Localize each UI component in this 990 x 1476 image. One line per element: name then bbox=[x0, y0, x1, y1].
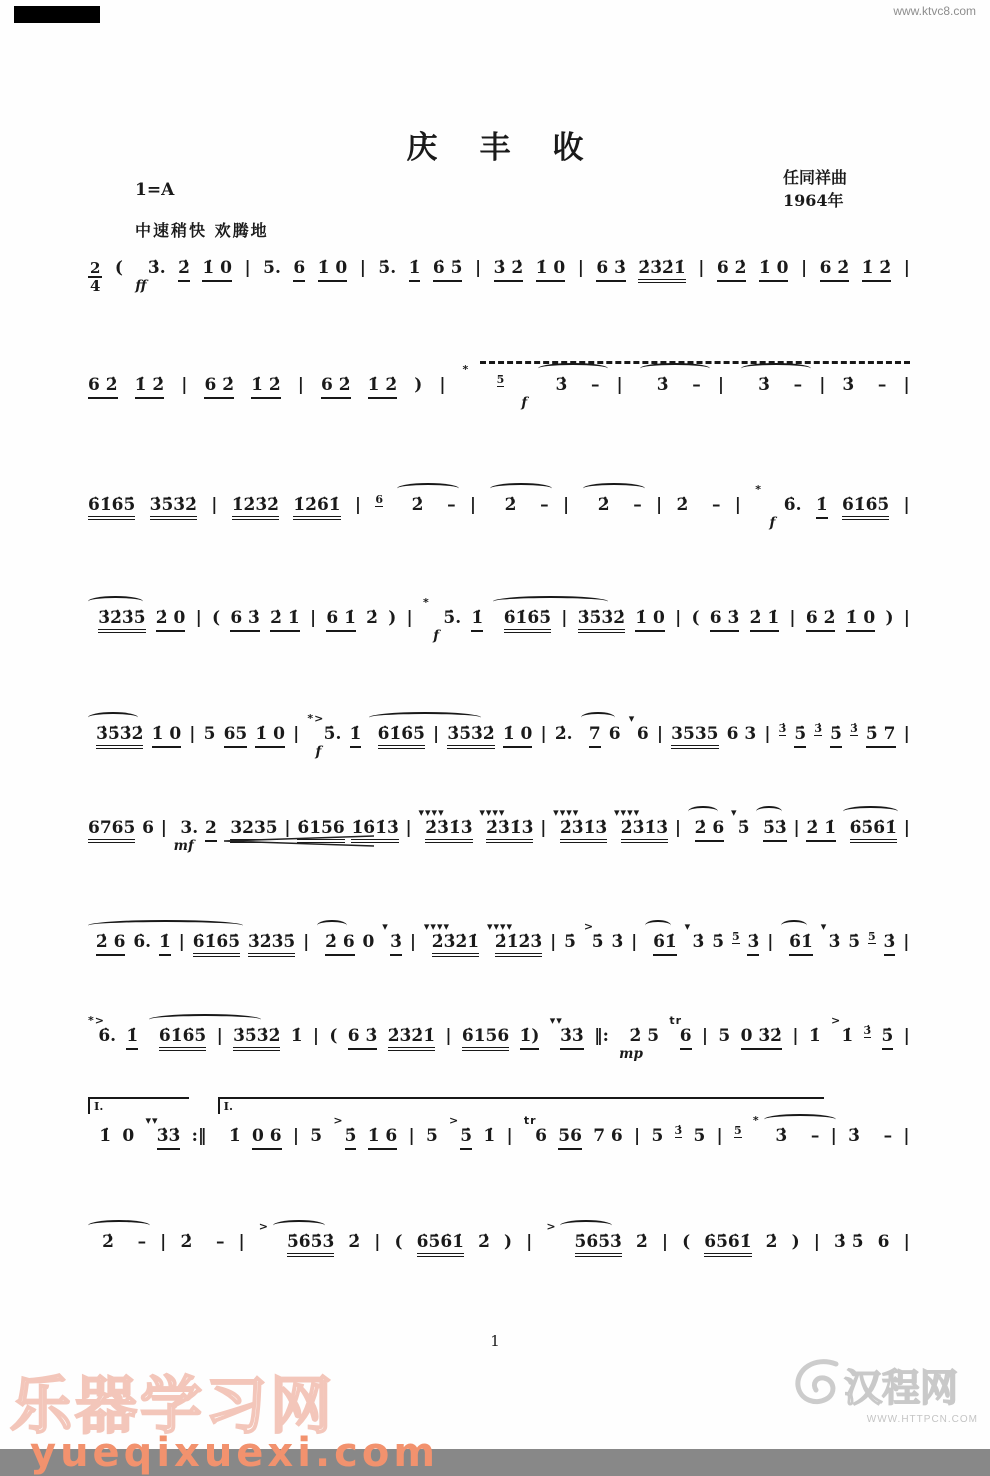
note-group: | bbox=[792, 1026, 799, 1046]
note-group: | bbox=[734, 495, 741, 515]
note-group: ( bbox=[114, 258, 123, 278]
note-group: 5̇ bbox=[848, 932, 861, 952]
note-group: 2̇ bbox=[635, 1232, 648, 1252]
note-group: ( bbox=[212, 608, 221, 628]
note-group: 2̇3̇1̇3̇ bbox=[621, 818, 668, 843]
grace-note: 5 bbox=[868, 930, 876, 943]
note-group: 1̇ bbox=[841, 1026, 854, 1046]
note-group: 6̇1̇ bbox=[653, 932, 677, 956]
note-group: 5 bbox=[425, 1126, 438, 1146]
note-group: | bbox=[160, 818, 167, 838]
note-group: 5̇ bbox=[564, 932, 576, 952]
note-group: | bbox=[195, 608, 202, 628]
watermark-bottom-left-url: yueqixuexi.com bbox=[30, 1430, 440, 1476]
grace-note: 3̇ bbox=[674, 1124, 683, 1137]
note-group: | bbox=[189, 724, 196, 744]
note-group: 6 1̇ bbox=[326, 608, 356, 632]
note-group: 3̇. bbox=[147, 258, 166, 278]
note-group: 5. bbox=[263, 258, 281, 278]
note-group: 2 bbox=[205, 818, 217, 842]
note-group: | bbox=[698, 258, 705, 278]
note-group: 6765 bbox=[88, 818, 135, 843]
note-group: 1̇ 0 bbox=[318, 258, 348, 282]
note-group: | bbox=[767, 932, 774, 952]
note-group: 2̇ – bbox=[676, 495, 721, 515]
note-group: | bbox=[297, 375, 304, 395]
music-system-6: 6765 6 | mf 3. 2 3235 | 6̇156 1̇6̇1̇3̇ | ▾▾▾▾ 2̇3̇1̇3̇ ▾▾▾▾ 2̇3̇1̇3̇ | ▾▾▾▾ 2̇3̇1̇3̇ ▾▾▾▾ 2̇3̇1̇3̇ | 2̇ 6 ▾ 5̇ 5̇3̇ | 2̇ 1̇ 6̇5̇6̇1̇ | bbox=[88, 806, 910, 854]
note-group: 1̇ bbox=[350, 724, 362, 748]
time-signature: 2 4 bbox=[90, 259, 101, 295]
note-group: 2̇ 1̇ bbox=[806, 818, 836, 842]
note-group: 3̇ bbox=[884, 932, 896, 956]
note-group: 6̇1̇ bbox=[789, 932, 813, 956]
note-group: 3. bbox=[180, 818, 199, 838]
note-group: 6 2̇ bbox=[806, 608, 836, 632]
note-group: 3̇ bbox=[611, 932, 624, 952]
note-group: 6̇. bbox=[98, 1026, 117, 1046]
hanchengwang-logo-icon bbox=[788, 1356, 844, 1412]
note-group: 2̇3̇2̇1̇ bbox=[638, 258, 685, 283]
note-group: 2̇ – bbox=[180, 1232, 225, 1252]
note-group: ) bbox=[388, 608, 397, 628]
note-group: 1̇ bbox=[483, 1126, 496, 1146]
note-group: | bbox=[903, 375, 910, 395]
music-system-8: *> 6̇. 1̇ 6̇1̇6̇5̇ | 3̇5̇3̇2̇ 1̇ | ( 6 3̇ 2̇3̇2̇1̇ | 6̇156 1̇) ▾▾ 3̇3̇ ‖: mp 2̇ 5 tr 6 | 5 0 3̇2̇ | 1̇ > 1̇ 3̇ 5̇ | bbox=[88, 1014, 910, 1062]
note-group: 6 3̇ bbox=[596, 258, 626, 282]
note-group: 2̇ 0 bbox=[156, 608, 186, 632]
note-group: ) bbox=[504, 1232, 513, 1252]
note-group: | bbox=[631, 932, 638, 952]
note-group: 5̇ bbox=[712, 932, 725, 952]
note-group: | bbox=[405, 818, 412, 838]
note-group: 0 3̇2̇ bbox=[741, 1026, 782, 1050]
note-group: 2̇3̇1̇3̇ bbox=[560, 818, 607, 843]
note-group: 3̇ bbox=[390, 932, 402, 956]
watermark-bottom-right-url: WWW.HTTPCN.COM bbox=[866, 1414, 978, 1425]
note-group: | bbox=[903, 1126, 910, 1146]
note-group: 7 6 bbox=[593, 1126, 623, 1146]
note-group: | bbox=[178, 932, 185, 952]
note-group: 1̇ bbox=[808, 1026, 821, 1046]
note-group: | bbox=[701, 1026, 709, 1046]
note-group: 3̇3̇ bbox=[560, 1026, 584, 1050]
note-group: | bbox=[903, 258, 910, 278]
note-group: 0 bbox=[362, 932, 375, 952]
grace-note: 5 bbox=[496, 373, 505, 386]
note-group: 5̇. bbox=[378, 258, 397, 278]
note-group: 3̇ 2̇ bbox=[494, 258, 524, 282]
note-group: | bbox=[830, 1126, 837, 1146]
note-group: 3̇ – bbox=[555, 375, 600, 395]
note-group: | bbox=[506, 1126, 513, 1146]
grace-note: 3̇ bbox=[850, 722, 858, 735]
note-group: 3̇5̇3̇2̇ bbox=[233, 1026, 280, 1051]
note-group: | bbox=[409, 932, 417, 952]
note-group: ) bbox=[414, 375, 423, 395]
grace-note: 3̇ bbox=[778, 722, 787, 735]
note-group: 1̇ bbox=[409, 258, 421, 282]
note-group: 3̇ – bbox=[775, 1126, 820, 1146]
note-group: 6 3 bbox=[726, 724, 757, 744]
note-group: 6 2̇ bbox=[820, 258, 850, 282]
note-group: 1̇ 0 bbox=[536, 258, 566, 282]
grace-note: 3̇ bbox=[863, 1024, 872, 1037]
note-group: | bbox=[284, 818, 291, 838]
note-group: | bbox=[800, 258, 808, 278]
note-group: | bbox=[717, 375, 725, 395]
music-system-2: 6 2̇ 1̇ 2̇ | 6 2̇ 1̇ 2̇ | 6 2̇ 1̇ 2̇ ) | * 5 f 3̇ – | 3̇ – | 3̇ – | 3̇ – | bbox=[88, 363, 910, 411]
note-group: ( bbox=[682, 1232, 691, 1252]
note-group: 65 bbox=[224, 724, 248, 748]
note-group: | bbox=[656, 724, 664, 744]
note-group: 6̇1̇6̇5̇ bbox=[842, 495, 889, 520]
note-group: 3̇ – bbox=[656, 375, 701, 395]
note-group: 2̇3̇2̇1̇ bbox=[388, 1026, 435, 1051]
note-group: 5̇ bbox=[830, 724, 842, 748]
key-signature: 1=A bbox=[135, 180, 175, 200]
note-group: | bbox=[540, 818, 547, 838]
note-group: 1̇ 2̇ bbox=[251, 375, 281, 399]
note-group: 1̇ 0 bbox=[202, 258, 232, 282]
note-group: 2̇ 6 bbox=[325, 932, 355, 956]
note-group: 5 bbox=[203, 724, 216, 744]
note-group: 6 bbox=[680, 1026, 692, 1050]
note-group: | bbox=[216, 1026, 223, 1046]
note-group: 5̇ bbox=[591, 932, 604, 952]
watermark-bottom-left-site: 乐器学习网 bbox=[10, 1369, 336, 1442]
music-system-7: 2̇ 6 6̇. 1̇ | 6̇1̇6̇5̇ 3̇2̇3̇5̇ | 2̇ 6 0 ▾ 3̇ | ▾▾▾▾ 2̇3̇2̇1̇ ▾▾▾▾ 2̇1̇2̇3̇ | 5̇ > 5̇ 3̇ | 6̇1̇ ▾ 3̇ 5̇ 5 3̇ | 6̇1̇ ▾ 3̇ 5̇ 5 3̇ | bbox=[88, 932, 910, 957]
note-group: 1̇ bbox=[126, 1026, 138, 1050]
note-group: 2̇ 1̇ bbox=[270, 608, 300, 632]
note-group: 2̇ bbox=[348, 1232, 361, 1252]
note-group: ‖: bbox=[594, 1026, 609, 1046]
note-group: 1̇ 0 bbox=[846, 608, 876, 632]
music-system-10: 2̇ – | 2̇ – | > 5̇6̇5̇3̇ 2̇ | ( 6̇5̇6̇1̇ 2̇ ) | > 5̇6̇5̇3̇ 2̇ | ( 6̇5̇6̇1̇ 2̇ ) | 3̇ 5̇ 6 | bbox=[88, 1232, 910, 1257]
note-group: ) bbox=[885, 608, 894, 628]
note-group: 1̇ 2̇ bbox=[135, 375, 165, 399]
note-group: 3̇ bbox=[747, 932, 759, 956]
note-group: 1̇ 0 bbox=[255, 724, 285, 748]
note-group: 3̇5̇3̇2̇ bbox=[150, 495, 197, 520]
note-group: 3235 bbox=[230, 818, 277, 843]
grace-note: 5 bbox=[733, 1124, 742, 1137]
note-group: | bbox=[903, 608, 910, 628]
note-group: 3̇ 5̇ bbox=[833, 1232, 864, 1252]
note-group: 5̇6̇5̇3̇ bbox=[287, 1232, 334, 1257]
note-group: | bbox=[903, 724, 910, 744]
note-group: 6 2̇ bbox=[204, 375, 234, 399]
note-group: | bbox=[675, 608, 682, 628]
note-group: 6 bbox=[608, 724, 621, 744]
note-group: 1̇ 0 bbox=[635, 608, 665, 632]
note-group: 1̇ 0 bbox=[152, 724, 182, 748]
note-group: 5̇ bbox=[882, 1026, 894, 1050]
music-system-1: 2 4 ( ff 3̇. 2̇ 1̇ 0 | 5. 6 1̇ 0 | 5̇. 1̇ 6̇ 5̇ | 3̇ 2̇ 1̇ 0 | 6 3̇ 2̇3̇2̇1̇ | 6 2̇ 1̇ 0 | 6 2̇ 1̇ 2̇ | bbox=[90, 258, 910, 295]
grace-note: 3̇ bbox=[814, 722, 823, 735]
note-group: | bbox=[526, 1232, 533, 1252]
note-group: 5̇ bbox=[345, 1126, 357, 1150]
note-group: 2̇ – bbox=[597, 495, 642, 515]
note-group: | bbox=[903, 818, 910, 838]
note-group: | bbox=[903, 495, 910, 515]
page-number: 1 bbox=[490, 1332, 500, 1350]
note-group: 2̇ – bbox=[411, 495, 456, 515]
note-group: 5̇ 7 bbox=[866, 724, 896, 748]
note-group: 0 bbox=[122, 1126, 135, 1146]
note-group: 6̇5̇6̇1̇ bbox=[704, 1232, 751, 1257]
note-group: 6 3̇ bbox=[348, 1026, 378, 1050]
note-group: | bbox=[716, 1126, 723, 1146]
note-group: 3̇ – bbox=[842, 375, 887, 395]
note-group: | bbox=[793, 818, 800, 838]
note-group: | bbox=[292, 1126, 299, 1146]
note-group: | bbox=[903, 932, 910, 952]
note-group: ( bbox=[329, 1026, 338, 1046]
note-group: | bbox=[309, 608, 317, 628]
note-group: 2̇3̇1̇3̇ bbox=[486, 818, 533, 843]
note-group: | bbox=[408, 1126, 415, 1146]
note-group: | bbox=[819, 375, 826, 395]
watermark-bottom-right bbox=[788, 1356, 978, 1425]
note-group: 6̇. bbox=[133, 932, 152, 952]
note-group: 6̇5̇6̇1̇ bbox=[850, 818, 897, 843]
note-group: 1̇ bbox=[159, 932, 171, 956]
grace-note: 6 bbox=[375, 493, 384, 506]
note-group: | bbox=[244, 258, 251, 278]
note-group: 2̇ 6 bbox=[695, 818, 725, 842]
note-group: | bbox=[903, 1026, 910, 1046]
note-group: 5̇6̇5̇3̇ bbox=[575, 1232, 622, 1257]
note-group: 1̇ bbox=[290, 1026, 303, 1046]
note-group: 6 2̇ bbox=[88, 375, 118, 399]
note-group: 5̇3̇ bbox=[763, 818, 787, 842]
note-group: 1̇ 0 bbox=[759, 258, 789, 282]
note-group: | bbox=[312, 1026, 320, 1046]
note-group: ( bbox=[394, 1232, 403, 1252]
note-group: | bbox=[764, 724, 771, 744]
note-group: 2̇1̇2̇3̇ bbox=[495, 932, 542, 957]
music-system-3: 6̇1̇6̇5̇ 3̇5̇3̇2̇ | 1̇2̇3̇2̇ 1̇2̇6̇1̇ | 6 2̇ – | 2̇ – | 2̇ – | 2̇ – | * f 6̇. 1̇ 6̇1̇6̇5̇ | bbox=[88, 483, 910, 531]
note-group: | bbox=[789, 608, 796, 628]
note-group: 6̇1̇6̇5̇ bbox=[504, 608, 551, 633]
note-group: 5̇. bbox=[323, 724, 342, 744]
note-group: 3̇ bbox=[692, 932, 705, 952]
note-group: ) bbox=[791, 1232, 800, 1252]
note-group: | bbox=[354, 495, 362, 515]
note-group: 3̇ – bbox=[758, 375, 803, 395]
note-group: | bbox=[433, 724, 440, 744]
note-group: 6 bbox=[877, 1232, 890, 1252]
note-group: 2̇ 6 bbox=[96, 932, 126, 956]
note-group: 2̇ bbox=[478, 1232, 490, 1252]
note-group: | bbox=[674, 818, 682, 838]
note-group: | bbox=[181, 375, 188, 395]
note-group: 6̇1̇6̇5̇ bbox=[88, 495, 135, 520]
note-group: 3̇5̇3̇2̇ bbox=[578, 608, 625, 633]
note-group: 3̇ bbox=[828, 932, 841, 952]
note-group: | bbox=[469, 495, 477, 515]
note-group: 2̇ bbox=[178, 258, 190, 282]
note-group: | bbox=[160, 1232, 167, 1252]
note-group: 3535 bbox=[671, 724, 718, 749]
note-group: | bbox=[903, 1232, 910, 1252]
page-title: 庆丰收 bbox=[406, 130, 626, 166]
note-group: | bbox=[634, 1126, 641, 1146]
tempo-marking: 中速稍快 欢腾地 bbox=[135, 221, 269, 240]
composition-year: 1964年 bbox=[783, 191, 844, 211]
note-group: | bbox=[661, 1232, 669, 1252]
note-group: 2̇ 5 bbox=[629, 1026, 660, 1046]
note-group: 2̇3̇1̇3̇ bbox=[425, 818, 472, 843]
watermark-top-url: www.ktvc8.com bbox=[893, 4, 976, 18]
music-system-5: 3̇5̇3̇2̇ 1̇ 0 | 5 65 1̇ 0 | *> f 5̇. 1̇ 6̇1̇6̇5̇ | 3̇5̇3̇2̇ 1̇ 0 | 2̇. 7 6 ▾ 6 | 3535 6 3 | 3̇ 5̇ 3̇ 5̇ 3̇ 5̇ 7 | bbox=[88, 724, 910, 749]
note-group: 3̇5̇3̇2̇ bbox=[447, 724, 494, 749]
note-group: 1̇ 6 bbox=[368, 1126, 398, 1150]
note-group: 1̇ bbox=[816, 495, 828, 519]
note-group: 2̇ bbox=[765, 1232, 778, 1252]
note-group: | bbox=[562, 495, 570, 515]
note-group: 2̇ bbox=[366, 608, 379, 628]
composer-name: 任同祥曲 bbox=[783, 168, 848, 187]
note-group: 5 bbox=[718, 1026, 731, 1046]
note-group: 1̇) bbox=[520, 1026, 540, 1050]
note-group: 1̇ bbox=[99, 1126, 112, 1146]
note-group: 6 2̇ bbox=[321, 375, 351, 399]
note-group: 5 bbox=[651, 1126, 664, 1146]
note-group: | bbox=[577, 258, 584, 278]
note-group: | bbox=[474, 258, 482, 278]
note-group: 1̇2̇3̇2̇ bbox=[232, 495, 279, 520]
note-group: | bbox=[303, 932, 310, 952]
note-group: 7 bbox=[589, 724, 601, 748]
note-group: 5 bbox=[310, 1126, 323, 1146]
grace-note: 5 bbox=[731, 930, 740, 943]
note-group: | bbox=[655, 495, 663, 515]
note-group: 3̇5̇3̇2̇ bbox=[96, 724, 143, 749]
note-group: | bbox=[406, 608, 413, 628]
note-group: 1̇6̇1̇3̇ bbox=[351, 818, 398, 843]
note-group: 0 6 bbox=[252, 1126, 282, 1150]
note-group: 2̇ – bbox=[504, 495, 549, 515]
note-group: 1̇ bbox=[228, 1126, 241, 1146]
note-group: 6 bbox=[293, 258, 305, 282]
note-group: | bbox=[550, 932, 557, 952]
note-group: 5̇ bbox=[794, 724, 806, 748]
note-group: 5̇. bbox=[443, 608, 462, 628]
note-group: | bbox=[616, 375, 623, 395]
note-group: 6̇1̇6̇5̇ bbox=[378, 724, 425, 749]
note-group: | bbox=[445, 1026, 452, 1046]
note-group: 6̇156 bbox=[297, 818, 344, 843]
note-group: 6 bbox=[535, 1126, 548, 1146]
note-group: 1̇ 2̇ bbox=[368, 375, 398, 399]
note-group: | bbox=[211, 495, 218, 515]
note-group: 2̇3̇2̇1̇ bbox=[432, 932, 479, 957]
note-group: 6 bbox=[142, 818, 154, 838]
note-group: 2̇ 1̇ bbox=[750, 608, 780, 632]
note-group: 1̇ 2̇ bbox=[862, 258, 892, 282]
note-group: | bbox=[238, 1232, 245, 1252]
note-group: 3̇2̇3̇5̇ bbox=[98, 608, 145, 633]
note-group: 6̇1̇6̇5̇ bbox=[193, 932, 240, 957]
note-group: 5̇ bbox=[460, 1126, 472, 1150]
note-group: 6 bbox=[636, 724, 649, 744]
note-group: 1̇ 0 bbox=[503, 724, 533, 748]
note-group: | bbox=[374, 1232, 381, 1252]
note-group: | bbox=[813, 1232, 820, 1252]
note-group: ( bbox=[691, 608, 700, 628]
note-group: | bbox=[359, 258, 366, 278]
note-group: 1̇2̇6̇1̇ bbox=[293, 495, 340, 520]
music-system-9: Ⅰ. 1̇ 0 ▾▾ 3̇3̇ :‖ Ⅰ. 1̇ 0 6 | 5 > 5̇ 1̇ 6 | 5 > 5̇ 1̇ | tr 6 56 7 6 | 5 3̇ 5 | 5 * 3̇ – | 3̇ – | bbox=[88, 1126, 910, 1150]
note-group: 56 bbox=[558, 1126, 582, 1150]
music-system-4: 3̇2̇3̇5̇ 2̇ 0 | ( 6 3̇ 2̇ 1̇ | 6 1̇ 2̇ ) | * f 5̇. 1̇ 6̇1̇6̇5̇ | 3̇5̇3̇2̇ 1̇ 0 | ( 6 3̇ 2̇ 1̇ | 6 2̇ 1̇ 0 ) | bbox=[88, 608, 910, 633]
note-group: 3̇2̇3̇5̇ bbox=[248, 932, 295, 957]
note-group: 5 bbox=[693, 1126, 706, 1146]
note-group: | bbox=[540, 724, 547, 744]
watermark-bottom-right-site: 汉程网 bbox=[844, 1365, 959, 1410]
note-group: | bbox=[561, 608, 568, 628]
note-group: 6̇ 5̇ bbox=[433, 258, 463, 282]
note-group: 6 3̇ bbox=[710, 608, 740, 632]
note-group: 1̇ bbox=[471, 608, 483, 632]
note-group: 5̇ bbox=[737, 818, 750, 838]
note-group: 6 2̇ bbox=[717, 258, 747, 282]
note-group: 6̇1̇6̇5̇ bbox=[159, 1026, 206, 1051]
note-group: 3̇3̇ bbox=[157, 1126, 181, 1150]
note-group: | bbox=[439, 375, 446, 395]
note-group: 6̇5̇6̇1̇ bbox=[417, 1232, 464, 1257]
note-group: 2̇ – bbox=[102, 1232, 147, 1252]
note-group: 6̇156 bbox=[462, 1026, 509, 1051]
note-group: :‖ bbox=[191, 1126, 207, 1146]
note-group: 3̇ – bbox=[848, 1126, 893, 1146]
note-group: 6 3̇ bbox=[230, 608, 260, 632]
note-group: 2̇. bbox=[554, 724, 573, 744]
note-group: | bbox=[293, 724, 300, 744]
note-group: 6̇. bbox=[783, 495, 802, 515]
